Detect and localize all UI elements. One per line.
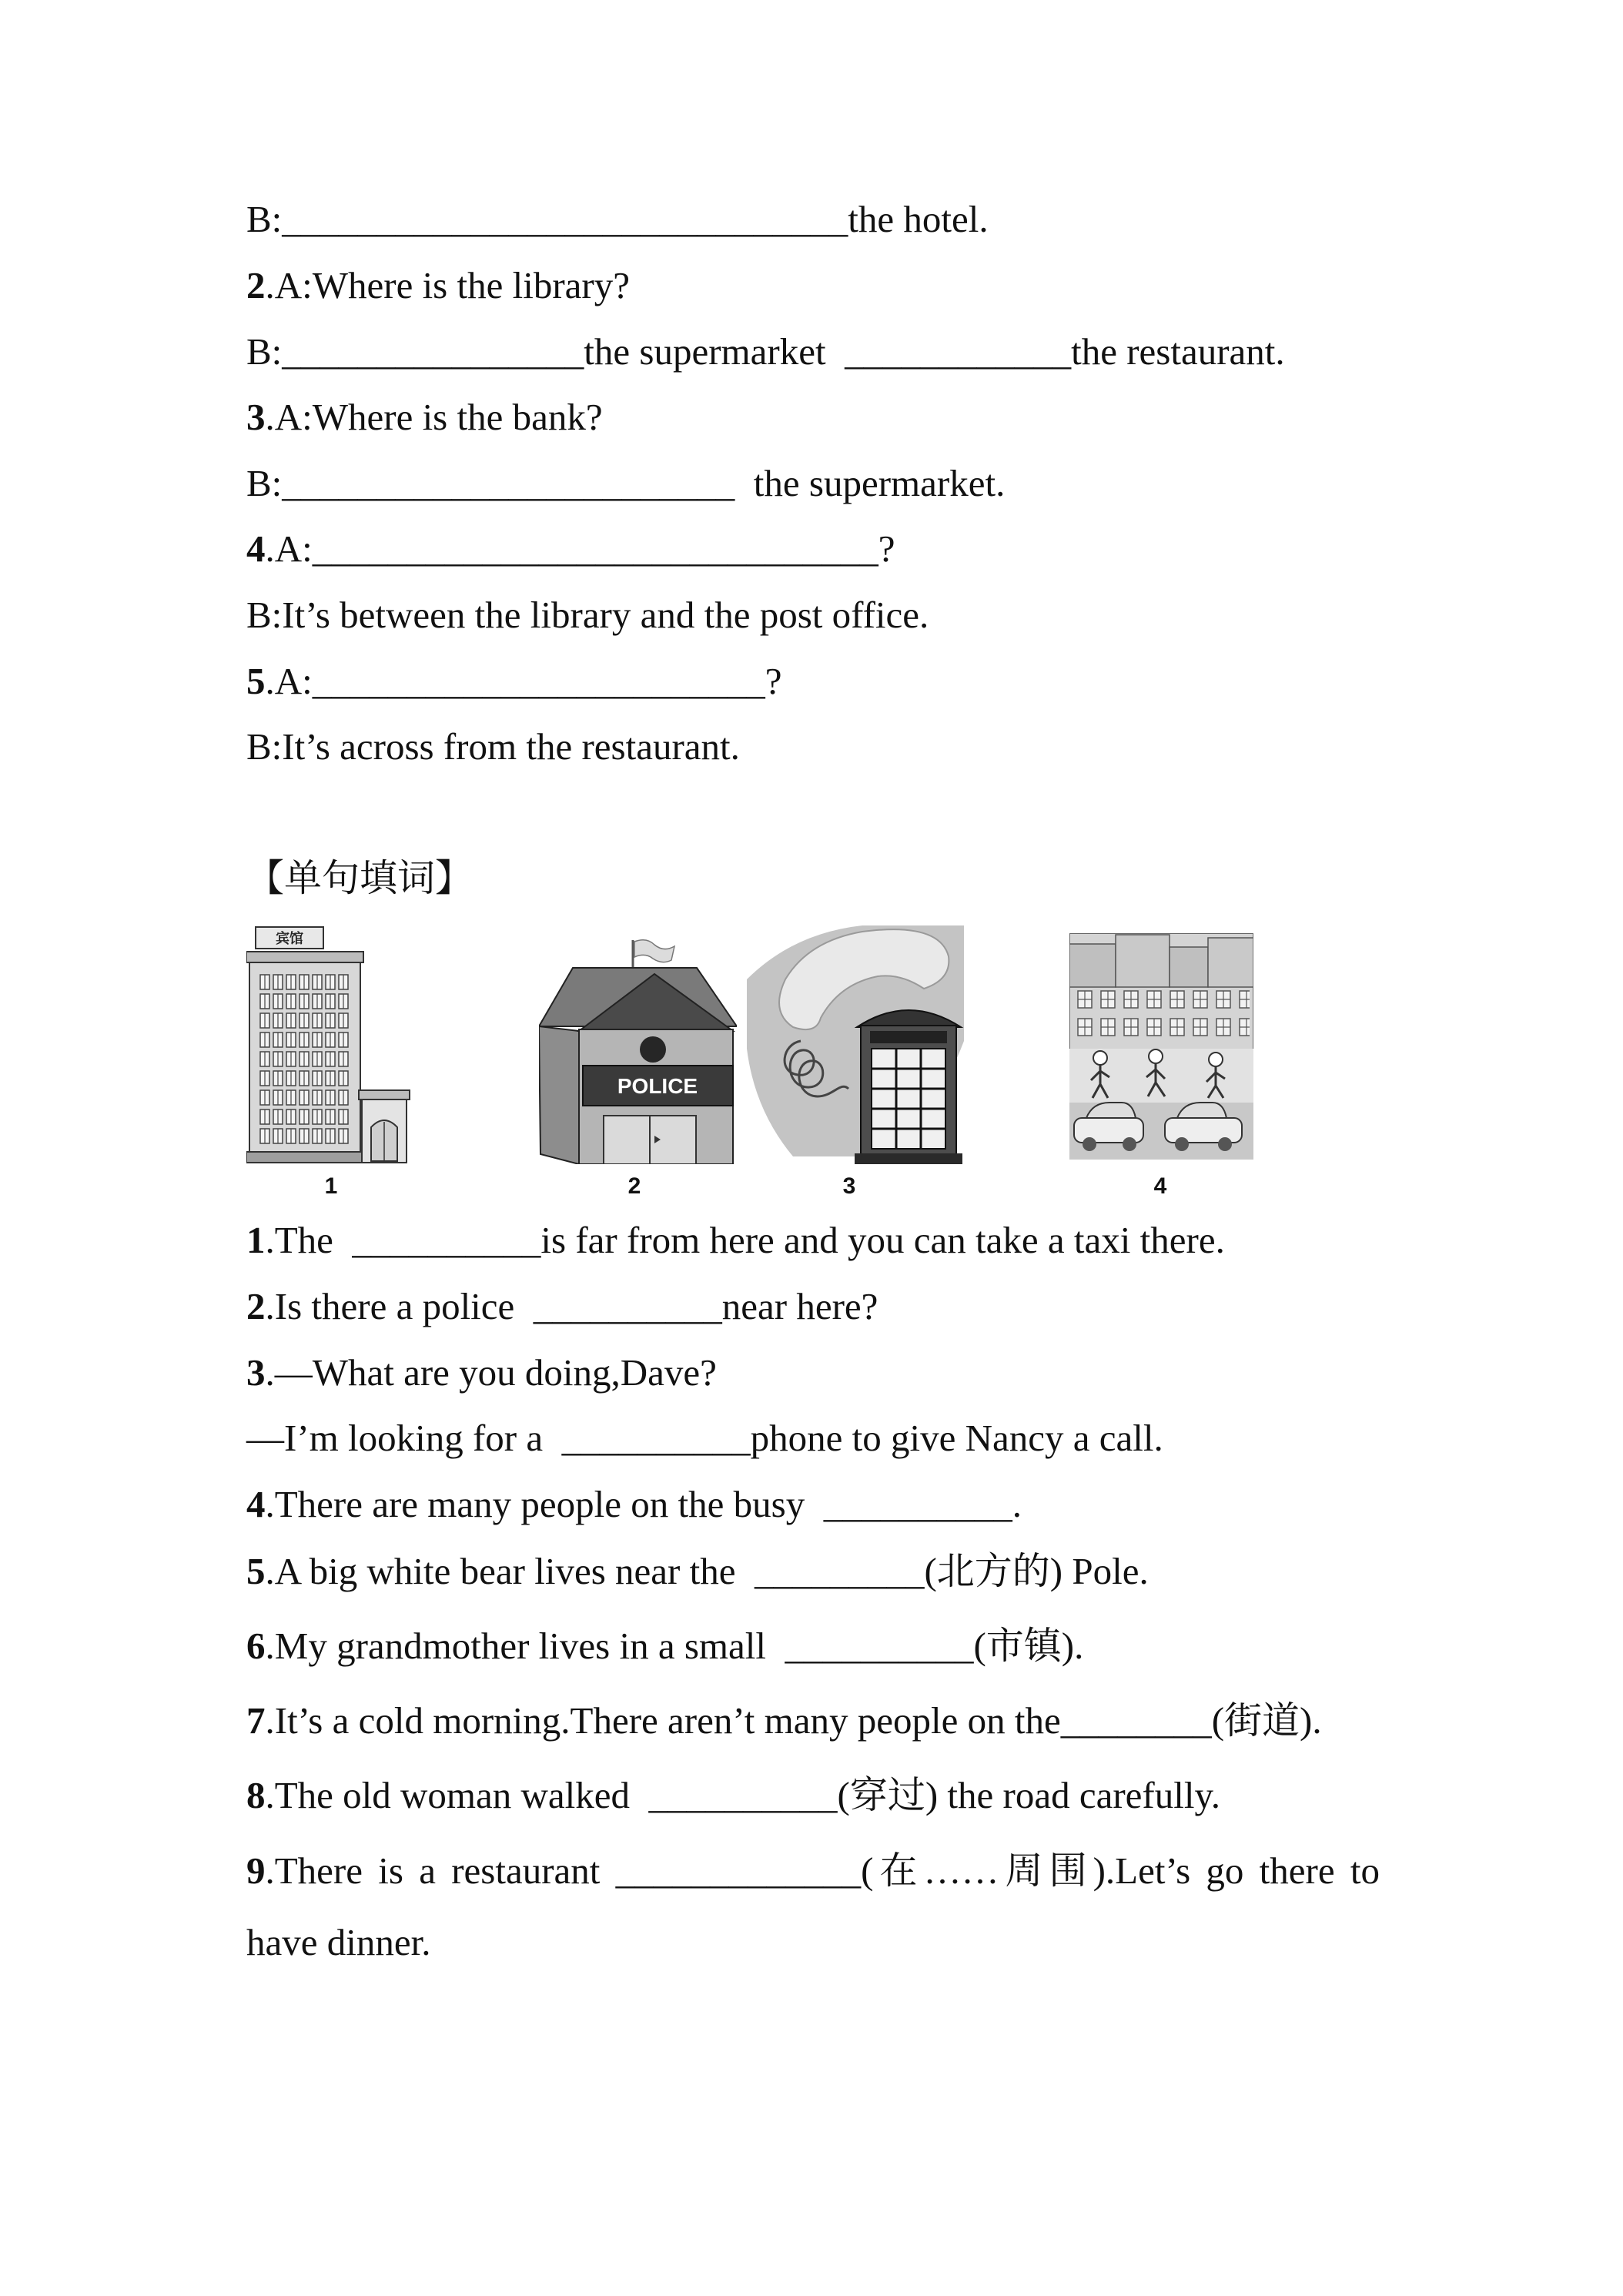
hotel-windows xyxy=(259,973,350,1146)
question-number: 3 xyxy=(246,396,266,438)
exercise-text: .My grandmother lives in a small __________(市镇). xyxy=(265,1625,1084,1667)
building xyxy=(1170,947,1208,987)
car-wheel xyxy=(1218,1137,1232,1151)
hotel-sign xyxy=(256,927,323,949)
dialogue-text: .A:Where is the library? xyxy=(265,264,630,306)
hotel-building xyxy=(246,952,363,1163)
dialogue-text: .A:______________________________? xyxy=(265,527,895,570)
dialogue-line xyxy=(246,526,895,572)
question-number: 9 xyxy=(246,1849,266,1892)
exercise-text: .There are many people on the busy __________. xyxy=(265,1483,1022,1525)
booth-top-strip xyxy=(870,1031,947,1043)
picture-label: 1 xyxy=(324,1173,338,1199)
exercise-text: .Is there a police __________near here? xyxy=(265,1285,878,1327)
question-number: 6 xyxy=(246,1625,266,1667)
round-window xyxy=(640,1036,666,1063)
pedestrian-head xyxy=(1149,1049,1163,1063)
police-station-icon xyxy=(539,937,737,1164)
exercise-text: —I’m looking for a __________phone to give Nancy a call. xyxy=(246,1417,1163,1459)
exercise-line xyxy=(246,1548,1149,1595)
exercise-text: .The __________is far from here and you can take a taxi there. xyxy=(265,1219,1225,1261)
exercise-text: .—What are you doing,Dave? xyxy=(265,1351,717,1394)
question-number: 4 xyxy=(246,527,266,570)
exercise-line xyxy=(246,1217,1225,1263)
exercise-line xyxy=(246,1623,1083,1669)
building xyxy=(1069,944,1116,987)
exercise-line xyxy=(246,1919,430,1966)
dialogue-text: .A:________________________? xyxy=(265,660,782,702)
exercise-text: .It’s a cold morning.There aren’t many people on the________(街道). xyxy=(265,1699,1322,1742)
exercise-line xyxy=(246,1848,1380,1894)
phone-booth xyxy=(855,1010,962,1164)
exercise-text: .A big white bear lives near the _________(北方的) Pole. xyxy=(265,1550,1149,1592)
police-sign xyxy=(583,1066,733,1106)
picture-label: 2 xyxy=(627,1173,641,1199)
police-door xyxy=(604,1116,696,1164)
exercise-text: have dinner. xyxy=(246,1921,431,1963)
section-title: 【单句填词】 xyxy=(246,857,474,899)
building-windows xyxy=(1074,987,1250,1043)
exercise-line xyxy=(246,1698,1322,1744)
question-number: 3 xyxy=(246,1351,266,1394)
picture-label: 3 xyxy=(842,1173,856,1199)
question-number: 1 xyxy=(246,1219,266,1261)
hotel-annex xyxy=(359,1090,410,1163)
question-number: 2 xyxy=(246,264,266,306)
dialogue-line xyxy=(246,329,1285,375)
dialogue-line xyxy=(246,394,603,440)
hotel-base xyxy=(246,1152,363,1163)
police-sign-text: POLICE xyxy=(617,1074,698,1098)
dialogue-text: .A:Where is the bank? xyxy=(265,396,603,438)
question-number: 4 xyxy=(246,1483,266,1525)
building xyxy=(1116,935,1170,987)
hotel-icon xyxy=(246,925,410,1164)
question-number: 7 xyxy=(246,1699,266,1742)
busy-street-icon xyxy=(1069,933,1253,1160)
picture-label: 4 xyxy=(1153,1173,1167,1199)
flag-cloth xyxy=(634,940,674,962)
car-wheel xyxy=(1175,1137,1189,1151)
dialogue-text: B:It’s between the library and the post office. xyxy=(246,594,929,636)
question-number: 8 xyxy=(246,1774,266,1816)
dialogue-line xyxy=(246,460,1005,507)
annex-roof xyxy=(359,1090,410,1099)
exercise-text: .The old woman walked __________(穿过) the road carefully. xyxy=(265,1774,1221,1816)
dialogue-line xyxy=(246,658,782,705)
dialogue-line xyxy=(246,724,740,770)
car-wheel xyxy=(1083,1137,1096,1151)
exercise-line xyxy=(246,1284,878,1330)
booth-base xyxy=(855,1153,962,1164)
exercise-line xyxy=(246,1350,717,1396)
hotel-sign-text: 宾馆 xyxy=(276,931,303,946)
question-number: 5 xyxy=(246,660,266,702)
question-number: 2 xyxy=(246,1285,266,1327)
building xyxy=(1208,938,1253,987)
dialogue-text: B:________________the supermarket ____________the restaurant. xyxy=(246,330,1285,373)
car-body xyxy=(1165,1118,1242,1143)
dialogue-text: B:______________________________the hotel. xyxy=(246,198,989,240)
exercise-line xyxy=(246,1481,1022,1528)
exercise-line xyxy=(246,1415,1163,1461)
booth-glass xyxy=(872,1049,945,1149)
car-wheel xyxy=(1123,1137,1136,1151)
dialogue-line xyxy=(246,592,929,638)
exercise-text: .There is a restaurant _____________(在……周围).Let’s go there to xyxy=(265,1849,1380,1892)
question-number: 5 xyxy=(246,1550,266,1592)
street-buildings xyxy=(1069,935,1253,1043)
phone-booth-icon xyxy=(747,925,964,1164)
dialogue-text: B:________________________ the supermarket. xyxy=(246,462,1006,504)
pedestrian-head xyxy=(1093,1051,1107,1065)
dialogue-line xyxy=(246,196,989,243)
pedestrian-head xyxy=(1209,1053,1223,1066)
dialogue-line xyxy=(246,263,630,309)
dialogue-text: B:It’s across from the restaurant. xyxy=(246,725,740,768)
hotel-roof xyxy=(246,952,363,962)
exercise-line xyxy=(246,1772,1220,1819)
side-wall xyxy=(539,1026,579,1164)
